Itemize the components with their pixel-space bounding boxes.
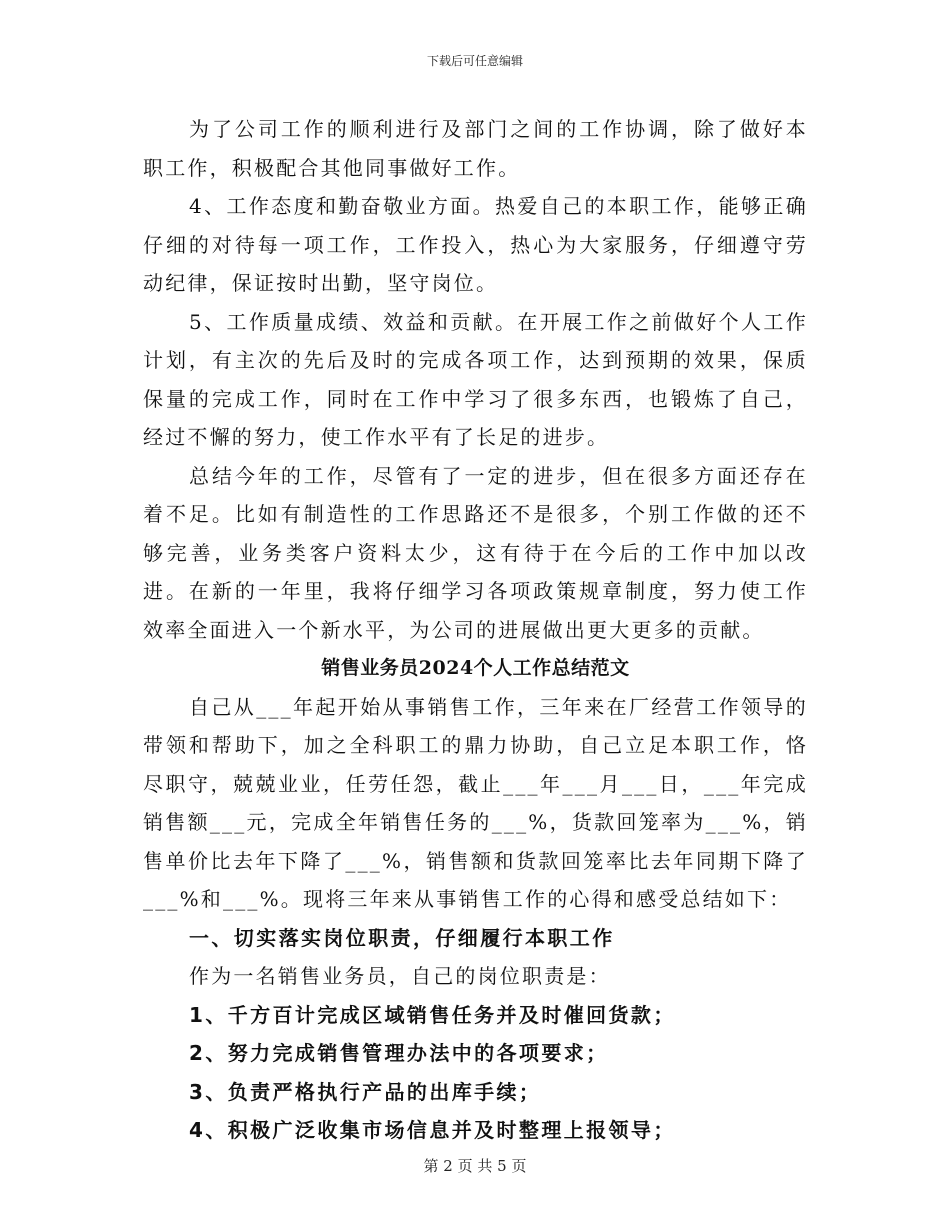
section-title: 销售业务员2024个人工作总结范文 [321,657,630,679]
duty-item: 3、负责严格执行产品的出库手续； [189,1079,542,1104]
paragraph: 总结今年的工作，尽管有了一定的进步，但在很多方面还存在着不足。比如有制造性的工作思路还不是很多，个别工作做的还不够完善，业务类客户资料太少，这有待于在今后的工作中加以改进。在新的一年里，我将仔细学习各项政策规章制度，努力使工作效率全面进入一个新水平，为公司的进展做出更大更多的贡献。 [143,463,808,642]
document-body [143,110,808,1150]
paragraph: 5、工作质量成绩、效益和贡献。在开展工作之前做好个人工作计划，有主次的先后及时的完成各项工作，达到预期的效果，保质保量的完成工作，同时在工作中学习了很多东西，也锻炼了自己，经过不懈的努力，使工作水平有了长足的进步。 [143,309,808,449]
page-footer: 第 2 页 共 5 页 [423,1157,527,1175]
page-header: 下载后可任意编辑 [426,54,523,68]
paragraph: 4、工作态度和勤奋敬业方面。热爱自己的本职工作，能够正确仔细的对待每一项工作，工作投入，热心为大家服务，仔细遵守劳动纪律，保证按时出勤，坚守岗位。 [143,194,808,295]
paragraph: 为了公司工作的顺利进行及部门之间的工作协调，除了做好本职工作，积极配合其他同事做好工作。 [143,117,808,180]
duty-item: 2、努力完成销售管理办法中的各项要求； [189,1041,609,1065]
heading-1: 一、切实落实岗位职责，仔细履行本职工作 [189,925,615,950]
duty-item: 4、积极广泛收集市场信息并及时整理上报领导； [189,1118,676,1142]
duties-intro: 作为一名销售业务员，自己的岗位职责是： [189,964,611,988]
intro-paragraph: 自己从___年起开始从事销售工作，三年来在厂经营工作领导的带领和帮助下，加之全科职工的鼎力协助，自己立足本职工作，恪尽职守，兢兢业业，任劳任怨，截止___年___月___日，___年完成销售额___元，完成全年销售任务的___%，货款回笼率为___%，销售单价比去年下降了___%，销售额和货款回笼率比去年同期下降了___%和___%。现将三年来从事销售工作的心得和感受总结如下： [143,694,808,911]
duty-item: 1、千方百计完成区域销售任务并及时催回货款； [189,1002,676,1027]
